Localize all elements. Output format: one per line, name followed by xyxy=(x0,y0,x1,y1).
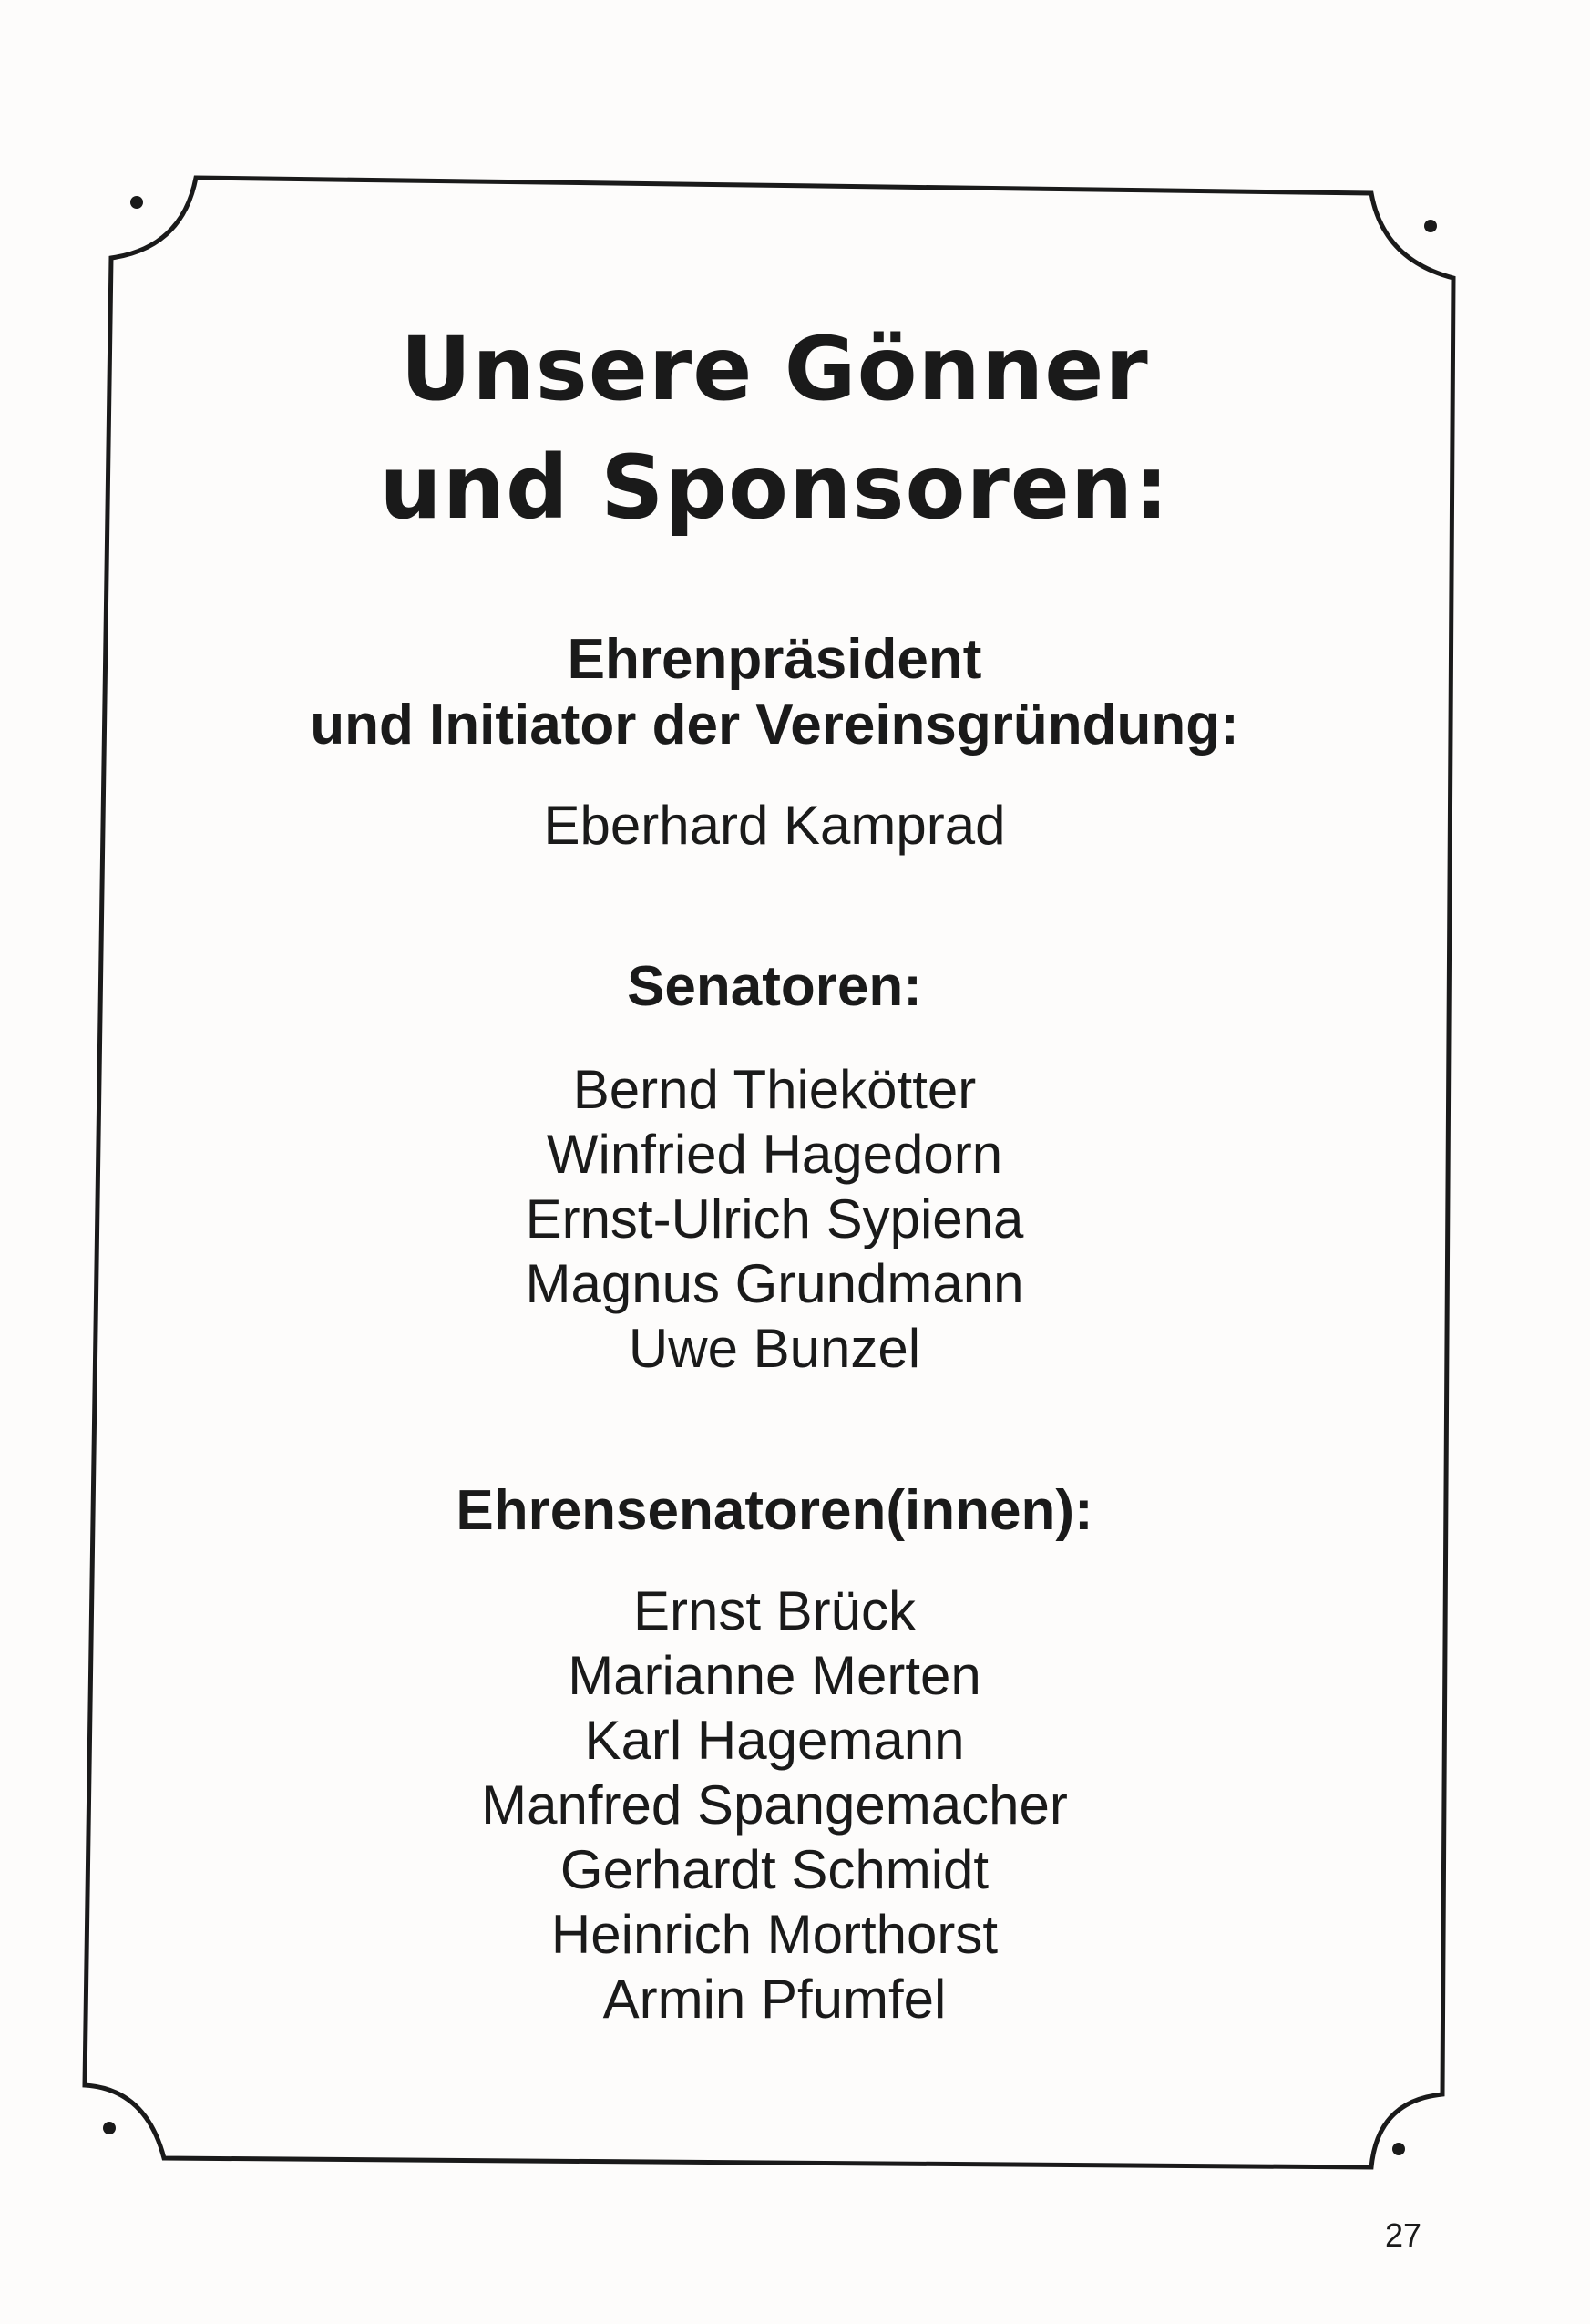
list-item: Ernst-Ulrich Sypiena xyxy=(525,1188,1024,1249)
list-item: Manfred Spangemacher xyxy=(481,1774,1068,1836)
ehrenpraesident-heading xyxy=(109,627,1440,758)
title-line: und Sponsoren: xyxy=(379,437,1170,539)
corner-dot-top-left xyxy=(130,196,143,209)
list-item: Winfried Hagedorn xyxy=(546,1124,1003,1185)
heading-line: Ehrenpräsident xyxy=(567,628,982,691)
list-item: Eberhard Kamprad xyxy=(543,795,1006,856)
page-title xyxy=(109,310,1440,547)
heading-line: und Initiator der Vereinsgründung: xyxy=(310,694,1239,756)
title-line: Unsere Gönner xyxy=(400,318,1149,420)
list-item: Armin Pfumfel xyxy=(602,1969,947,2030)
list-item: Magnus Grundmann xyxy=(525,1253,1024,1314)
corner-dot-bottom-right xyxy=(1392,2143,1405,2155)
list-item: Ernst Brück xyxy=(632,1580,917,1641)
ehrensenatoren-list xyxy=(109,1578,1440,2031)
corner-dot-top-right xyxy=(1424,220,1437,232)
ehrenpraesident-list xyxy=(109,793,1440,858)
list-item: Heinrich Morthorst xyxy=(550,1904,999,1965)
list-item: Marianne Merten xyxy=(568,1645,981,1706)
page-number: 27 xyxy=(1385,2216,1422,2254)
senatoren-list xyxy=(109,1057,1440,1381)
senatoren-heading: Senatoren: xyxy=(627,955,922,1018)
list-item: Bernd Thiekötter xyxy=(572,1059,977,1120)
list-item: Karl Hagemann xyxy=(584,1710,965,1771)
list-item: Gerhardt Schmidt xyxy=(559,1839,990,1900)
ehrensenatoren-heading: Ehrensenatoren(innen): xyxy=(456,1479,1093,1542)
corner-dot-bottom-left xyxy=(103,2122,116,2134)
list-item: Uwe Bunzel xyxy=(628,1318,921,1379)
